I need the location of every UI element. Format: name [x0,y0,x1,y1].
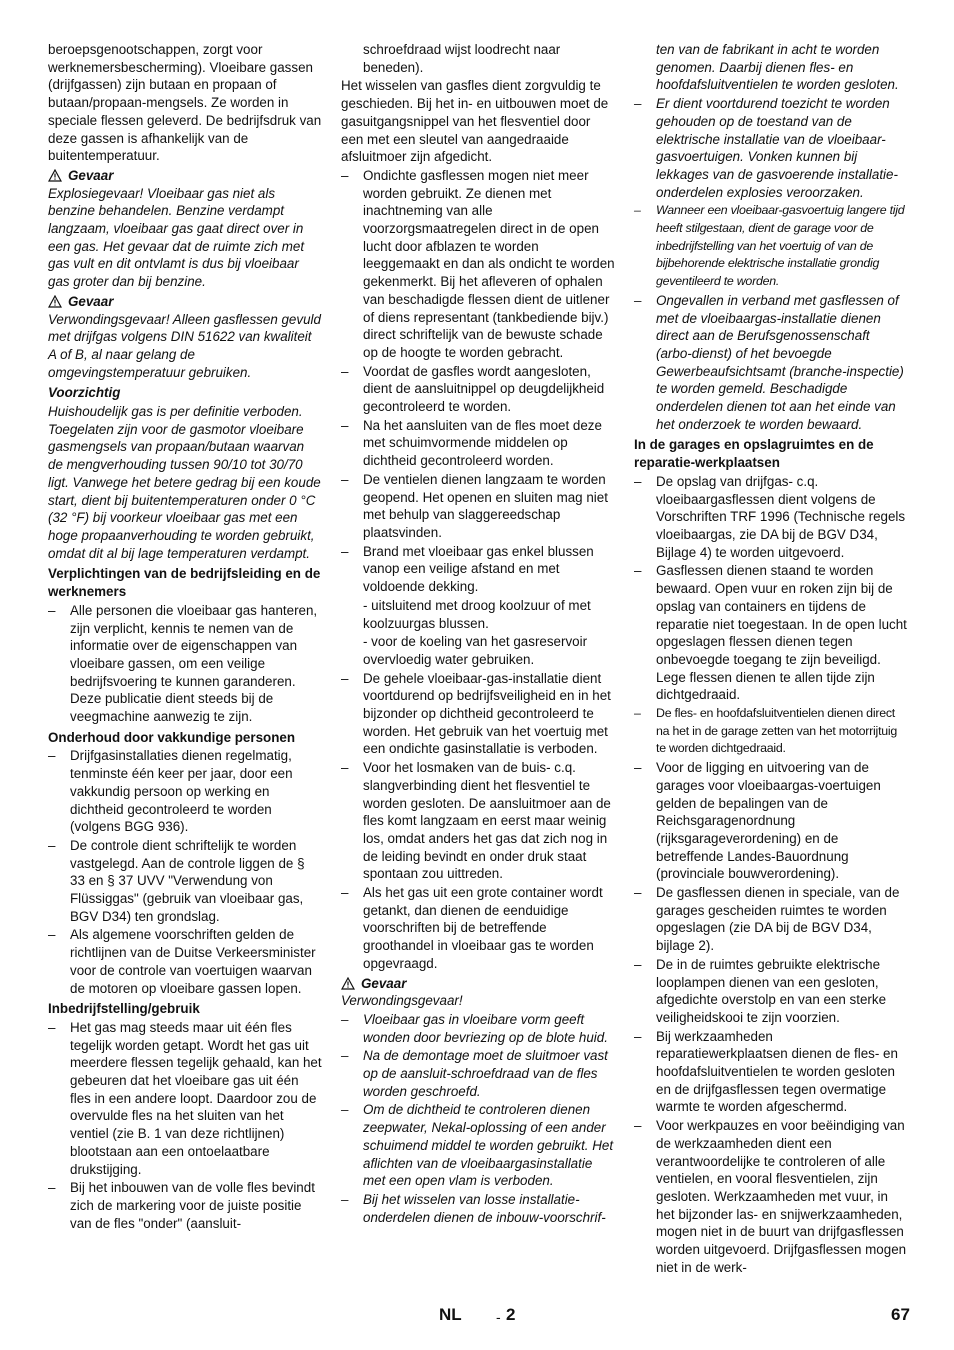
list-item: – Gasflessen dienen staand te worden bewaard. Open vuur en roken zijn bij de opslag van containers en tijdens de reparatie niet toegestaan. In de open lucht opgeslagen flessen dienen tegen onbevoegde toegang te zijn beveiligd. Lege flessen dienen te allen tijde zijn dichtgedraaid. [634,563,907,703]
warning-triangle-icon [341,977,355,990]
list-item: – Na het aansluiten van de fles moet deze met schuimvormende middelen op dichtheid gecontroleerd worden. [341,417,602,469]
sub-item: - uitsluitend met droog koolzuur of met koolzuurgas blussen. [363,597,591,631]
warning-triangle-icon [48,169,62,182]
warning-heading [48,167,322,185]
list-item: – De ventielen dienen langzaam te worden geopend. Het openen en sluiten mag niet met behulp van slaggereedschap plaatsvinden. [341,471,608,540]
list-item: – Bij het wisselen van losse installatie-onderdelen dienen de inbouw-voorschrif- [341,1192,606,1225]
footer-language: NL [439,1305,462,1324]
list-item: – De gehele vloeibaar-gas-installatie dient voortdurend op bedrijfsveiligheid en in het bijzonder op dichtheid gecontroleerd te worden. Het gebruik van het voertuig met een ondichte gasinstallatie is verboden. [341,670,611,757]
list-item: – Als het gas uit een grote container wordt getankt, dan dienen de eenduidige voorschriften bij de betreffende groothandel in vloeibaar gas te worden opgevraagd. [341,885,603,971]
warning-heading [48,293,322,311]
warning-heading [341,975,615,993]
list-item: – Na de demontage moet de sluitmoer vast op de aansluit-schroefdraad van de fles worden geschroefd. [341,1048,608,1099]
warning-label: Gevaar [68,167,114,183]
warning-text: Verwondingsgevaar! [341,993,463,1009]
list-item: – De fles- en hoofdafsluitventielen dienen direct na het in de garage zetten van het motorrijtuig te worden dichtgedraaid. [634,706,898,756]
section-heading: Inbedrijfstelling/gebruik [48,1001,200,1017]
paragraph: Het wisselen van gasfles dient zorgvuldig te geschieden. Bij het in- en uitbouwen moet de gasuitgangsnippel van het flesventiel door een met een sleutel van aangedraaide afsluitmoer zijn afgedicht. [341,78,609,165]
column-1 [48,41,322,1233]
list-item: – De controle dient schriftelijk te worden vastgelegd. Aan de controle liggen de § 33 en § 37 UVV "Verwendung von Flüssiggas" (gebruik van vloeibaar gas, BGV D34) ten grondslag. [48,837,305,924]
list-item: – De opslag van drijfgas- c.q. vloeibaargasflessen dient volgens de Vorschriften TRF 1996 (Technische regels vloeibaargas, zie DA bij de BGV D34, Bijlage 4) te worden uitgevoerd. [634,473,906,560]
section-heading: Verplichtingen van de bedrijfsleiding en de werknemers [48,566,321,600]
list-item: – De in de ruimtes gebruikte elektrische looplampen dienen van een gesloten, afgedichte overstolp en van een sterke veiligheidskooi te zijn voorzien. [634,956,887,1025]
list-item: – Ondichte gasflessen mogen niet meer worden gebruikt. Ze dienen met inachtneming van alle voorzorgsmaatregelen direct in de open lucht door afblazen te worden leeggemaakt en dan als ondicht te worden gekenmerkt. Bij het afleveren of ophalen van beschadigde flessen dient de uitlener of diens representant (tankbediende bijv.) direct schriftelijk van de bewuste schade op de hoogte te worden gebracht. [341,167,615,360]
intro-paragraph: beroepsgenootschappen, zorgt voor werknemersbescherming). Vloeibare gassen (drijfgassen) zijn butaan en propaan of butaan/propaan-mengsels. Ze worden in speciale flessen geleverd. De bedrijfsdruk van deze gassen is afhankelijk van de buitentemperatuur. [48,42,322,164]
list-item: – Voor de ligging en uitvoering van de garages voor vloeibaargas-voertuigen gelden de bepalingen van de Reichsgaragenordnung (rijksgarageverordening) en de betreffende Landes-Bauordnung (provinciale bouwverordening). [634,760,881,882]
column-2 [341,41,615,1227]
caution-heading: Voorzichtig [48,385,121,401]
list-item: – Drijfgasinstallaties dienen regelmatig, tenminste één keer per jaar, door een vakkundig persoon op werking en dichtheid gecontroleerd te worden (volgens BGG 936). [48,748,293,835]
continued-text: ten van de fabrikant in acht te worden genomen. Daarbij dienen fles- en hoofdafsluitventielen te worden gesloten. [656,42,899,93]
list-item: – Wanneer een vloeibaar-gasvoertuig langere tijd heeft stilgestaan, dient de garage voor de inbedrijfstelling van het voertuig of van de bijbehorende elektrische installatie grondig geventileerd te worden. [634,203,905,289]
section-heading: Onderhoud door vakkundige personen [48,729,296,745]
list-item: – Voor het losmaken van de buis- c.q. slangverbinding dient het flesventiel te worden gesloten. De aansluitmoer aan de fles komt langzaam en eerst maar weinig los, omdat anders het gas dat zich nog in de leiding bevindt en onder druk staat spontaan zou uittreden. [341,760,611,882]
page-number: 67 [891,1305,910,1324]
continued-text: schroefdraad wijst loodrecht naar beneden). [363,42,561,75]
warning-text: Verwondingsgevaar! Alleen gasflessen gevuld met drijfgas volgens DIN 51622 van kwaliteit A of B, al naar gelang de omgevingstemperatuur gebruiken. [48,311,321,380]
list-item: – Voor werkpauzes en voor beëindiging van de werkzaamheden dient een verantwoordelijke te controleren of alle ventielen, en vooral flesventielen, zijn gesloten. Werkzaamheden met vuur, in het bijzonder las- en snijwerkzaamheden, mogen niet in de buurt van drijfgasflessen worden uitgevoerd. Drijfgasflessen mogen niet in de werk- [634,1118,907,1275]
column-3 [634,41,908,1278]
list-item: – Om de dichtheid te controleren dienen zeepwater, Nekal-oplossing of een ander schuimend middel te worden gebruikt. Het aflichten van de vloeibaargasinstallatie met een open vlam is verboden. [341,1102,614,1189]
list-item: – Als algemene voorschriften gelden de richtlijnen van de Duitse Verkeersminister voor de controle van voertuigen waarvan de motoren op vloeibare gassen lopen. [48,927,316,996]
list-item: – Vloeibaar gas in vloeibare vorm geeft wonden door bevriezing op de blote huid. [341,1011,608,1045]
warning-triangle-icon [48,295,62,308]
warning-text: Explosiegevaar! Vloeibaar gas niet als benzine behandelen. Benzine verdampt langzaam, vloeibaar gas gaat direct over in een gas. Het gevaar dat de ruimte zich met gas vult en dit ontvlamt is dus bij vloeibaar gas groter dan bij benzine. [48,185,305,290]
list-item: – Brand met vloeibaar gas enkel blussen vanop een veilige afstand en met voldoende dekking. [341,543,594,595]
list-item: – Er dient voortdurend toezicht te worden gehouden op de toestand van de elektrische installatie van de vloeibaar-gasvoertuigen. Vonken kunnen bij lekkages van de gasvoerende installatie-onderdelen explosies veroorzaken. [634,96,898,200]
list-item: – Het gas mag steeds maar uit één fles tegelijk worden getapt. Wordt het gas uit meerdere flessen tegelijk gehaald, kan het gebeuren dat het vloeibare gas uit één fles in een andere loopt. Daardoor zou de overvulde fles na het sluiten van het ventiel (zie B. 1 van deze richtlijnen) blootstaan aan een ontoelaatbare drukstijging. [48,1019,322,1177]
section-heading: In de garages en opslagruimtes en de reparatie-werkplaatsen [634,437,874,471]
caution-text: Huishoudelijk gas is per definitie verboden. Toegelaten zijn voor de gasmotor vloeibare gasmengsels van propaan/butaan waarvan de mengverhouding tussen 90/10 tot 30/70 ligt. Vanwege het betere gedrag bij een koude start, dient bij buitentemperaturen onder 0 °C (32 °F) bij voorkeur vloeibaar gas met een hoge propaanverhouding te worden gebruikt, omdat dit al bij lage temperaturen verdampt. [48,404,321,561]
warning-label: Gevaar [361,975,407,991]
list-item: – Ongevallen in verband met gasflessen of met de vloeibaargas-installatie dienen direct aan de Berufsgenossenschaft (arbo-dienst) of het bevoegde Gewerbeaufsichtsamt (branche-inspectie) te worden gemeld. Beschadigde onderdelen dienen tot aan het einde van het onderzoek te worden bewaard. [634,292,904,432]
list-item: – Alle personen die vloeibaar gas hanteren, zijn verplicht, kennis te nemen van de informatie over de eigenschappen van vloeibare gassen, om een veilige bedrijfsvoering te kunnen garanderen. Deze publicatie dient steeds bij de veegmachine aanwezig te zijn. [48,602,318,725]
footer-section: 2 [506,1305,516,1324]
sub-item: - voor de koeling van het gasreservoir overvloedig water gebruiken. [363,634,588,667]
list-item: – Voordat de gasfles wordt aangesloten, dient de aansluitnippel op deugdelijkheid gecontroleerd te worden. [341,363,605,415]
footer-separator: - [496,1309,501,1325]
list-item: – Bij het inbouwen van de volle fles bevindt zich de markering voor de juiste positie van de fles "onder" (aansluit- [48,1180,315,1231]
warning-label: Gevaar [68,293,114,309]
list-item: – De gasflessen dienen in speciale, van de garages gescheiden ruimtes te worden opgeslagen (zie DA bij de BGV D34, bijlage 2). [634,885,900,954]
list-item: – Bij werkzaamheden reparatiewerkplaatsen dienen de fles- en hoofdafsluitventielen te worden gesloten en de drijfgasflessen tegen overmatige warmte te worden afgeschermd. [634,1028,898,1115]
